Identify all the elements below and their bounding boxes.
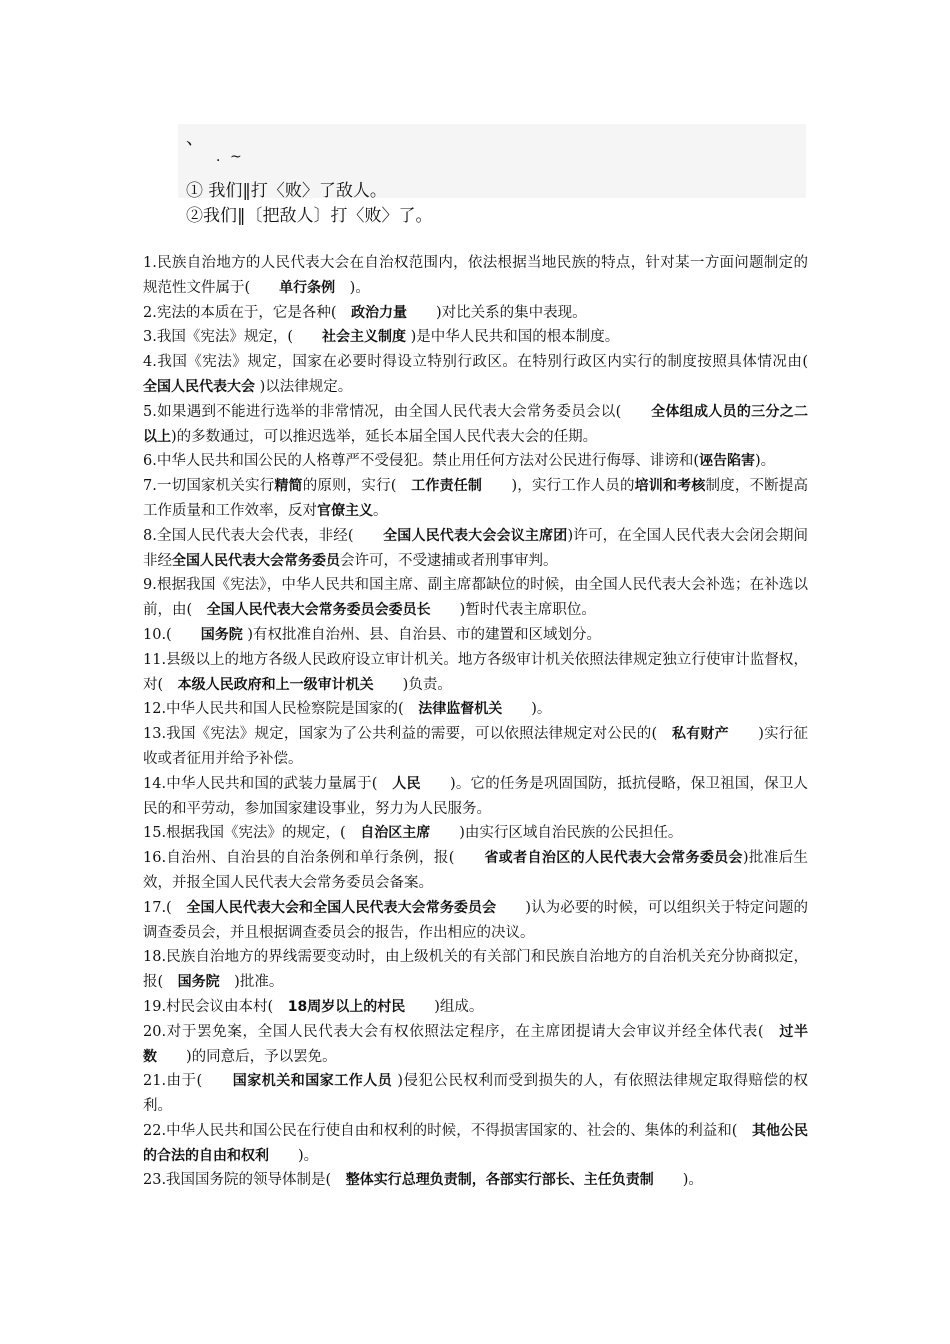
question-text: 15.根据我国《宪法》的规定，( xyxy=(143,825,361,842)
question-text: 8.全国人民代表大会代表，非经( xyxy=(143,527,384,544)
punctuation-mark-small: ．~ xyxy=(216,149,242,165)
question-text: 21.由于( xyxy=(143,1073,233,1090)
question-text: )。 xyxy=(502,701,552,718)
question-text: 5.如果遇到不能进行选举的非常情况，由全国人民代表大会常务委员会以( xyxy=(143,403,652,420)
question-item xyxy=(143,1020,808,1070)
answer-text: 国家机关和国家工作人员 xyxy=(232,1073,393,1090)
question-text: 16.自治州、自治县的自治条例和单行条例，报( xyxy=(143,850,485,867)
question-text: 9.根据我国《宪法》，中华人民共和国主席、副主席都缺位的时候，由全国人民代表大会补选；在补选以前，由( xyxy=(143,577,808,619)
answer-text: 全国人民代表大会会议主席团 xyxy=(383,527,568,544)
question-item xyxy=(143,1119,808,1169)
question-item xyxy=(143,648,808,698)
question-item xyxy=(143,524,808,574)
answer-text: 工作责任制 xyxy=(411,478,483,495)
answer-text: 其他公民的合法的自由和权利 xyxy=(143,1122,809,1164)
question-text: 13.我国《宪法》规定，国家为了公共利益的需要，可以依照法律规定对公民的( xyxy=(143,726,673,743)
answer-text: 全国人民代表大会和全国人民代表大会常务委员会 xyxy=(186,899,497,916)
question-text: 14.中华人民共和国的武装力量属于( xyxy=(143,775,393,792)
answer-text: 官僚主义 xyxy=(317,502,373,519)
question-item xyxy=(143,821,808,846)
question-item xyxy=(143,301,808,326)
question-text: )对比关系的集中表现。 xyxy=(407,304,587,321)
question-text: 17.( xyxy=(143,899,187,916)
question-text: 18.民族自治地方的界线需要变动时，由上级机关的有关部门和民族自治地方的自治机关充分协商拟定，报( xyxy=(143,949,808,991)
question-text: )的同意后，予以罢免。 xyxy=(157,1048,337,1065)
question-item xyxy=(143,325,808,350)
question-text: )。 xyxy=(653,1172,703,1189)
answer-text: 国务院 xyxy=(200,626,243,643)
question-list xyxy=(143,251,837,1193)
question-item xyxy=(143,896,808,946)
question-item xyxy=(143,846,808,896)
question-text: 3.我国《宪法》规定，( xyxy=(143,329,322,346)
answer-text: 培训和考核 xyxy=(634,478,706,495)
answer-text: 法律监督机关 xyxy=(418,701,503,718)
question-text: )。 xyxy=(755,453,776,470)
question-text: )负责。 xyxy=(373,676,452,693)
answer-text: 全体组成人员的三分之二以上 xyxy=(143,403,808,445)
question-text: )。 xyxy=(335,279,370,296)
answer-text: 精简 xyxy=(274,478,303,495)
question-text: )实行征收或者征用并给予补偿。 xyxy=(143,726,808,767)
question-text: 20.对于罢免案，全国人民代表大会有权依照法定程序，在主席团提请大会审议并经全体代表( xyxy=(143,1023,780,1040)
answer-text: 人民 xyxy=(392,775,421,792)
question-item xyxy=(143,697,808,722)
question-item xyxy=(143,350,837,400)
question-text: )批准。 xyxy=(219,974,284,991)
question-text: 10.( xyxy=(143,626,201,643)
question-item xyxy=(143,573,808,623)
answer-text: 私有财产 xyxy=(672,726,729,743)
example-sentence-1: ① 我们‖打〈败〉了敌人。 xyxy=(186,181,387,201)
answer-text: 全国人民代表大会常务委员 xyxy=(172,552,340,569)
question-item xyxy=(143,474,808,524)
answer-text: 过半数 xyxy=(143,1023,809,1065)
answer-text: 诬告陷害 xyxy=(699,453,755,470)
answer-text: 整体实行总理负责制，各部实行部长、主任负责制 xyxy=(345,1172,654,1189)
question-text: )。它的任务是巩固国防，抵抗侵略，保卫祖国，保卫人民的和平劳动，参加国家建设事业，努力为人民服务。 xyxy=(143,775,809,817)
example-sentence-2: ②我们‖〔把敌人〕打〈败〉了。 xyxy=(186,206,433,226)
punctuation-mark: 、 xyxy=(186,128,204,149)
answer-text: 本级人民政府和上一级审计机关 xyxy=(177,676,374,693)
question-text: 23.我国国务院的领导体制是( xyxy=(143,1172,346,1189)
answer-text: 政治力量 xyxy=(351,304,407,321)
question-item xyxy=(143,945,808,995)
question-text: )侵犯公民权利而受到损失的人，有依照法律规定取得赔偿的权利。 xyxy=(143,1073,809,1115)
question-item xyxy=(143,722,808,772)
question-text: 会许可，不受逮捕或者刑事审判。 xyxy=(340,552,558,569)
question-text: )由实行区域自治民族的公民担任。 xyxy=(430,825,683,842)
question-text: 6.中华人民共和国公民的人格尊严不受侵犯。禁止用任何方法对公民进行侮辱、诽谤和( xyxy=(143,453,699,470)
question-item xyxy=(143,1168,808,1193)
question-text: )暂时代表主席职位。 xyxy=(430,602,596,619)
question-text: 7.一切国家机关实行 xyxy=(143,478,275,495)
answer-text: 自治区主席 xyxy=(360,825,431,842)
question-item xyxy=(143,449,808,474)
answer-text: 单行条例 xyxy=(279,279,336,296)
question-text: )许可，在全国人民代表大会闭会期间非经 xyxy=(143,527,808,569)
question-item xyxy=(143,251,808,301)
answer-text: 省或者自治区的人民代表大会常务委员会 xyxy=(484,850,743,867)
question-item xyxy=(143,1069,808,1119)
question-item xyxy=(143,995,808,1020)
answer-text: 国务院 xyxy=(177,974,220,991)
question-text: )认为必要的时候，可以组织关于特定问题的调查委员会，并且根据调查委员会的报告，作出相应的决议。 xyxy=(143,899,809,941)
question-text: )的多数通过，可以推迟选举，延长本届全国人民代表大会的任期。 xyxy=(171,428,598,445)
answer-text: 全国人民代表大会常务委员会委员长 xyxy=(206,602,431,619)
question-item xyxy=(143,772,808,822)
question-text: 19.村民会议由本村( xyxy=(143,998,288,1015)
question-text: )组成。 xyxy=(405,998,484,1015)
answer-text: 18周岁以上的村民 xyxy=(287,998,406,1015)
question-text: 11.县级以上的地方各级人民政府设立审计机关。地方各级审计机关依照法律规定独立行使审计监督权，对( xyxy=(143,651,808,693)
question-text: 的原则，实行( xyxy=(302,478,412,495)
question-text: 2.宪法的本质在于，它是各种( xyxy=(143,304,351,321)
question-text: 。 xyxy=(373,502,388,519)
answer-text: 全国人民代表大会 xyxy=(143,378,255,395)
question-text: 12.中华人民共和国人民检察院是国家的( xyxy=(143,701,419,718)
question-text: )批准后生效，并报全国人民代表大会常务委员会备案。 xyxy=(143,850,808,891)
question-text: )有权批准自治州、县、自治县、市的建置和区域划分。 xyxy=(242,626,601,643)
question-item xyxy=(143,400,808,450)
question-text: )以法律规定。 xyxy=(255,378,353,395)
question-item xyxy=(143,623,808,648)
question-text: )，实行工作人员的 xyxy=(482,478,635,495)
question-text: 22.中华人民共和国公民在行使自由和权利的时候，不得损害国家的、社会的、集体的利益和( xyxy=(143,1122,752,1139)
question-text: 制度，不断提高工作质量和工作效率，反对 xyxy=(143,478,809,519)
question-text: )是中华人民共和国的根本制度。 xyxy=(406,329,620,346)
question-text: )。 xyxy=(269,1147,319,1164)
question-text: 1.民族自治地方的人民代表大会在自治权范围内，依法根据当地民族的特点，针对某一方面问题制定的规范性文件属于( xyxy=(143,255,808,296)
question-text: 4.我国《宪法》规定，国家在必要时得设立特别行政区。在特别行政区内实行的制度按照具体情况由( xyxy=(143,354,837,371)
answer-text: 社会主义制度 xyxy=(322,329,406,346)
